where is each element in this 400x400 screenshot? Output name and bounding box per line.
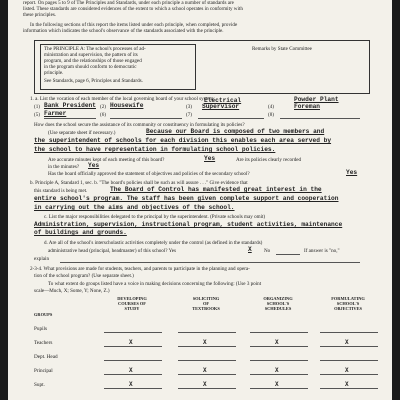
header-line: SCHEDULES [264,306,292,311]
q1a-num: (3) [186,104,192,110]
vocation-4a: Powder Plant [294,96,339,103]
q1c-line-2a: in the minutes? [48,164,80,170]
table-cell-line [178,388,236,389]
header-line: OF [202,301,210,306]
table-mark: X [345,339,349,346]
table-header-textbooks [176,296,236,311]
blank-line [276,254,300,255]
q2-line-1: d. Are all of the school's interscholastic activities completely under the control (as defined in the standards) [44,240,263,246]
table-header-objectives [318,296,378,311]
header-line: OBJECTIVES [334,306,362,311]
vocation-3b: Supervisor [202,103,240,110]
q2-line-2a: administrative head (principal, headmaster) of this school? Yes [48,248,177,254]
principle-line-6: See Standards, page 6, Principles and Standards. [44,78,143,84]
q1e-answer-2: of buildings and grounds. [34,229,127,236]
q1e-line-1: c. List the major responsibilities delegated to the principal by the superintendent. (Private schools may omit) [44,214,266,220]
table-cell-line [250,360,308,361]
header-line: FORMULATING [331,296,365,301]
q1b-line-2: (Use separate sheet if necessary.) [48,130,116,136]
q1a-text: 1. a. List the vocation of each member of the local governing board of your school system: [30,96,215,102]
q1d-line-2a: this standard is being met. [34,188,88,194]
table-cell-line [250,346,308,347]
intro-line-3: these principles. [23,12,57,18]
table-cell-line [250,388,308,389]
q1d-answer-1: The Board of Control has manifested great interest in the [110,186,322,193]
q1a-num: (5) [34,112,40,118]
table-row-label: Teachers [34,340,53,346]
principle-line-5: principle. [44,70,64,76]
intro-line-4: In the following sections of this report the items listed under each principle, when completed, provide [30,22,238,28]
vocation-2: Housewife [110,102,144,109]
q2-line-3: explain [34,256,49,262]
q2-no: No [264,248,271,254]
blank-line [44,118,96,119]
table-mark: X [275,381,279,388]
q1c-line-1b: Are its policies clearly recorded [236,157,302,163]
table-cell-line [320,388,378,389]
q1a-num: (8) [268,112,274,118]
header-line: TEXTBOOKS [192,306,220,311]
remarks-heading: Remarks by State Committee [252,46,312,52]
q1d-answer-3: in carrying out the aims and objectives of the school. [34,204,235,211]
table-cell-line [104,360,162,361]
document-page [8,0,392,400]
table-cell-line [320,374,378,375]
header-line: SCHOOL'S [336,301,360,306]
vocation-5: Farmer [44,110,67,117]
q3-line-4: scale—Much, X; Some, Y; None, Z.) [34,288,110,294]
q1b-line-1: How does the school secure the assistance of its community or constituency in formulating its policies? [34,122,245,128]
vocation-1: Bank President [44,102,96,109]
blank-line [198,118,264,119]
table-row-label: Supt. [34,382,45,388]
blank-line [280,118,360,119]
blank-line [110,118,182,119]
table-cell-line [250,374,308,375]
table-row-label: Pupils [34,326,47,332]
q1c-line-3: Has the board officially approved the statement of objectives and policies of the secondary school? [48,171,250,177]
table-row-label: Dept. Head [34,354,58,360]
q3-line-2: tion of the school program? (Use separate sheet.) [34,273,134,279]
q1c-line-1a: Are accurate minutes kept of each meeting of this board? [48,157,165,163]
table-mark: X [275,339,279,346]
table-mark: X [129,339,133,346]
principle-line-1: The PRINCIPLE A: The school's processes of ad- [44,46,146,52]
vocation-3a: Electrical [204,97,242,104]
table-mark: X [203,381,207,388]
table-header-courses [102,296,162,311]
q2-yes-mark: X [248,246,252,253]
q1d-answer-2: entire school's program. The staff has been given complete support and cooperation [34,195,339,202]
table-cell-line [104,332,162,333]
vocation-4b: Foreman [294,103,320,110]
q2-line-2c: If answer is "no," [304,248,340,254]
q1e-answer-1: Administration, supervision, instructional program, student activities, maintenance [34,221,343,228]
table-row-label: Principal [34,368,53,374]
table-cell-line [104,346,162,347]
table-mark: X [129,367,133,374]
header-line: ORGANIZING [263,296,293,301]
q3-line-3: To what extent do groups listed have a voice in making decisions concerning the following: (Use 3 point [48,281,262,287]
table-cell-line [178,332,236,333]
q3-line-1: 2-3-4. What provisions are made for students, teachers, and parents to participate in the planning and opera- [30,266,250,272]
table-cell-line [320,332,378,333]
q1a-num: (7) [186,112,192,118]
table-cell-line [178,374,236,375]
q1b-answer-3: the school to have representation in formulating school policies. [34,146,276,153]
table-cell-line [250,332,308,333]
table-header-groups: GROUPS [34,312,53,317]
header-line: SCHOOL'S [266,301,290,306]
header-line: COURSES OF [118,301,146,306]
table-mark: X [203,367,207,374]
q1c-yes-2: Yes [88,162,100,169]
table-cell-line [320,360,378,361]
q1a-num: (6) [100,112,106,118]
header-line: STUDY [124,306,140,311]
table-cell-line [104,374,162,375]
q1b-answer-2: the superintendent of schools for each division this enables each area served by [34,137,332,144]
table-cell-line [104,388,162,389]
table-mark: X [129,381,133,388]
intro-line-2: listed. These standards are considered evidences of the extent to which a school operates in conformity with [23,6,243,12]
blank-line [60,262,360,263]
table-mark: X [275,367,279,374]
q1a-num: (2) [100,104,106,110]
table-mark: X [203,339,207,346]
table-mark: X [345,367,349,374]
q1a-num: (4) [268,104,274,110]
header-line: DEVELOPING [117,296,147,301]
q1c-yes-1: Yes [204,155,216,162]
table-header-schedules [248,296,308,311]
table-mark: X [345,381,349,388]
table-cell-line [178,346,236,347]
table-cell-line [178,360,236,361]
q1b-answer-1: Because our Board is composed of two members and [146,128,325,135]
principle-line-3: program, and the relationships of those engaged [44,58,142,64]
intro-line-1: report. On pages 5 to 9 of The Principles and Standards, under each principle a number of standards are [23,0,234,6]
header-line: SOLICITING [192,296,220,301]
q1c-yes-3: Yes [346,169,358,176]
principle-line-4: in the program should conform to democratic [44,64,137,70]
principle-line-2: ministration and supervision, the pattern of its [44,52,138,58]
q1d-line-1: b. Principle A, Standard 1, sec. b. "The board's policies shall be such as will assure . . ." Give evidence that [30,180,248,186]
table-cell-line [320,346,378,347]
intro-line-5: information which indicates the school's observance of the standards associated with the principle. [23,28,224,34]
q1a-num: (1) [34,104,40,110]
